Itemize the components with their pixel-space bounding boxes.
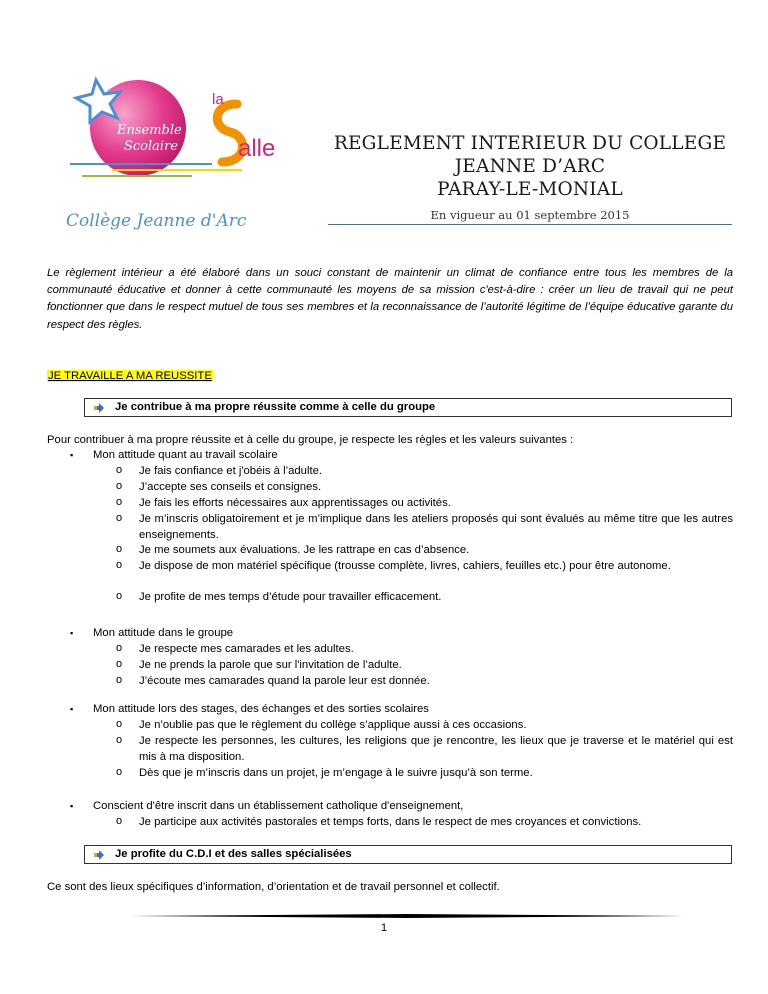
subsection-title-2: Je profite du C.D.I et des salles spécialisées [115, 848, 352, 860]
group1-item-4: Je m’inscris obligatoirement et je m’implique dans les ateliers proposés qui sont évalués au même titre que les autres enseignements. [139, 513, 733, 541]
circle-bullet: o [116, 734, 123, 746]
logo-text-scolaire: Scolaire [124, 139, 178, 154]
group3-title: Mon attitude lors des stages, des échanges et des sorties scolaires [93, 703, 429, 715]
group3-item-2: Je respecte les personnes, les cultures, les religions que je rencontre, les lieux que je traverse et le matériel qui est mis à ma disposition. [139, 735, 733, 763]
hand-pointer-icon [93, 402, 105, 414]
group2-item-3: J’écoute mes camarades quand la parole leur est donnée. [139, 675, 430, 687]
logo-text-ensemble: Ensemble [117, 123, 182, 138]
circle-bullet: o [116, 512, 123, 524]
group4-item-1: Je participe aux activités pastorales et temps forts, dans le respect de mes croyances et convictions. [139, 816, 642, 828]
header-rule [328, 224, 732, 225]
footer-rule [130, 914, 684, 918]
logo-text-la: la [212, 91, 224, 108]
paragraph-1: Pour contribuer à ma propre réussite et à celle du groupe, je respecte les règles et les valeurs suivantes : [47, 434, 574, 446]
circle-bullet: o [116, 464, 123, 476]
subsection-box-1 [84, 398, 732, 417]
group1-item-2: J’accepte ses conseils et consignes. [139, 481, 322, 493]
group3-item-1: Je n’oublie pas que le règlement du collège s’applique aussi à ces occasions. [139, 719, 527, 731]
circle-bullet: o [116, 766, 123, 778]
circle-bullet: o [116, 496, 123, 508]
square-bullet: ▪ [70, 450, 74, 460]
page-number: 1 [380, 922, 388, 934]
group2-item-2: Je ne prends la parole que sur l'invitation de l’adulte. [139, 659, 402, 671]
circle-bullet: o [116, 674, 123, 686]
subtitle: En vigueur au 01 septembre 2015 [430, 208, 630, 222]
group3-item-3: Dès que je m’inscris dans un projet, je m’engage à le suivre jusqu’à son terme. [139, 767, 533, 779]
circle-bullet: o [116, 590, 123, 602]
group1-item-7: Je profite de mes temps d’étude pour travailler efficacement. [139, 591, 442, 603]
circle-bullet: o [116, 480, 123, 492]
title-line-1: REGLEMENT INTERIEUR DU COLLEGE [333, 133, 727, 154]
hand-pointer-icon [93, 849, 105, 861]
logo-text-alle: alle [238, 135, 276, 162]
group1-item-5: Je me soumets aux évaluations. Je les rattrape en cas d’absence. [139, 544, 470, 556]
circle-bullet: o [116, 815, 123, 827]
circle-bullet: o [116, 642, 123, 654]
square-bullet: ▪ [70, 801, 74, 811]
group1-item-6: Je dispose de mon matériel spécifique (trousse complète, livres, cahiers, feuilles etc.) pour être autonome. [139, 560, 671, 572]
paragraph-2: Ce sont des lieux spécifiques d’information, d’orientation et de travail personnel et collectif. [47, 881, 500, 893]
group1-item-3: Je fais les efforts nécessaires aux apprentissages ou activités. [139, 497, 451, 509]
group2-item-1: Je respecte mes camarades et les adultes. [139, 643, 354, 655]
circle-bullet: o [116, 658, 123, 670]
circle-bullet: o [116, 543, 123, 555]
square-bullet: ▪ [70, 628, 74, 638]
logo-college-name: Collège Jeanne d'Arc [66, 211, 247, 231]
document-header [328, 132, 732, 222]
group2-title: Mon attitude dans le groupe [93, 627, 234, 639]
title-line-2: JEANNE D’ARC [454, 156, 606, 177]
circle-bullet: o [116, 559, 123, 571]
subsection-box-2 [84, 845, 732, 864]
group1-item-1: Je fais confiance et j'obéis à l’adulte. [139, 465, 323, 477]
group1-title: Mon attitude quant au travail scolaire [93, 449, 278, 461]
square-bullet: ▪ [70, 704, 74, 714]
intro-paragraph: Le règlement intérieur a été élaboré dans un souci constant de maintenir un climat de confiance entre tous les membres de la communauté éducative et donner à cette communauté les moyens de sa mission c'est-à-dire : créer un lieu de travail qui ne peut fonctionner que dans le respect mutuel de tous ses membres et la reconnaissance de l’autorité légitime de l’équipe éducative garante du respect des règles. [47, 267, 733, 331]
college-logo [62, 66, 302, 236]
section-title: JE TRAVAILLE A MA REUSSITE [48, 370, 212, 382]
subsection-title-1: Je contribue à ma propre réussite comme à celle du groupe [115, 401, 436, 413]
circle-bullet: o [116, 718, 123, 730]
title-line-3: PARAY-LE-MONIAL [437, 179, 623, 200]
group4-title: Conscient d'être inscrit dans un établissement catholique d'enseignement, [93, 800, 464, 812]
